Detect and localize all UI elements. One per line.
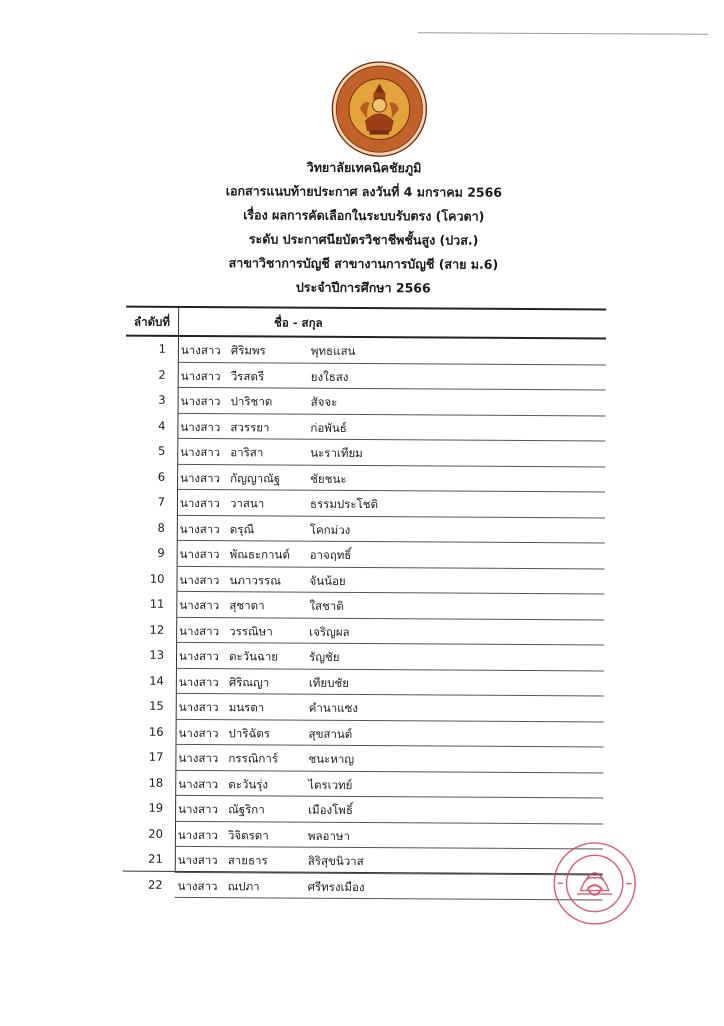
row-title: นางสาว (177, 878, 218, 893)
row-first-name: มนรดา (228, 700, 265, 715)
row-number: 16 (148, 724, 164, 739)
row-number: 1 (158, 341, 166, 356)
table-row (124, 643, 604, 671)
row-number: 22 (147, 877, 163, 892)
row-first-name: พัณธะกานต์ (229, 547, 290, 562)
table-row (124, 694, 604, 722)
row-number: 6 (157, 469, 166, 484)
row-title: นางสาว (178, 750, 219, 766)
row-number: 3 (158, 392, 166, 407)
row-last-name: รัญชัย (308, 649, 340, 664)
official-stamp-icon (550, 839, 639, 928)
row-first-name: สุชาดา (229, 598, 265, 613)
row-title: นางสาว (180, 342, 221, 358)
table-row (123, 745, 603, 773)
row-first-name: กัญญาณัฐ (230, 470, 281, 486)
row-number: 10 (149, 571, 165, 586)
row-last-name: ธรรมประโชติ (309, 496, 379, 512)
row-last-name: ใสชาติ (309, 598, 344, 613)
row-first-name: ตะวันฉาย (229, 649, 279, 664)
row-last-name: ยงใธสง (310, 369, 349, 384)
table-row (123, 821, 603, 849)
table-row (124, 566, 604, 594)
row-number: 18 (148, 775, 164, 790)
column-header-name: ชื่อ - สกุล (274, 315, 323, 330)
row-last-name: ไตรเวทย์ (308, 777, 353, 792)
row-number: 9 (157, 545, 165, 560)
table-row (125, 490, 605, 518)
table-row (125, 439, 605, 467)
row-first-name: กรรณิการ์ (228, 751, 279, 766)
row-first-name: วิจิตรดา (227, 827, 269, 842)
row-first-name: ดรุณี (229, 521, 255, 536)
row-title: นางสาว (178, 801, 219, 817)
row-last-name: เจริญผล (309, 624, 350, 639)
table-row (126, 362, 606, 390)
college-name: วิทยาลัยเทคนิคชัยภูมิ (306, 159, 422, 176)
row-first-name: ตะวันรุ่ง (228, 776, 269, 791)
row-number: 13 (149, 647, 165, 662)
row-last-name: เทียบชัย (308, 675, 350, 690)
row-title: นางสาว (180, 470, 221, 485)
college-emblem-icon (330, 60, 429, 159)
academic-year-line: ประจำปีการศึกษา 2566 (295, 279, 431, 296)
row-title: นางสาว (180, 368, 221, 383)
row-number: 19 (148, 800, 164, 815)
table-row (125, 413, 605, 441)
table-row (123, 796, 603, 824)
level-line: ระดับ ประกาศนียบัตรวิชาชีพชั้นสูง (ปวส.) (248, 231, 479, 248)
row-number: 5 (157, 443, 166, 458)
row-number: 15 (149, 698, 164, 713)
row-first-name: นภาวรรณ (229, 572, 281, 588)
row-number: 17 (148, 749, 164, 764)
row-last-name: นะราเทียม (310, 445, 363, 461)
row-title: นางสาว (180, 393, 221, 409)
row-number: 2 (158, 367, 166, 382)
row-first-name: วรรณิษา (229, 623, 273, 638)
document-heading (1, 154, 724, 302)
table-header (126, 309, 606, 338)
table-row (125, 541, 605, 569)
student-table (126, 306, 606, 894)
table-row (126, 337, 606, 365)
column-header-number: ลำดับที่ (134, 314, 170, 329)
table-row (123, 872, 603, 900)
row-first-name: สวรรยา (230, 419, 270, 434)
table-row (125, 464, 605, 492)
row-title: นางสาว (180, 444, 221, 460)
table-row (123, 770, 603, 798)
row-title: นางสาว (177, 827, 218, 842)
row-number: 12 (149, 622, 165, 637)
row-first-name: ณัฐริกา (228, 802, 265, 817)
row-first-name: ศิริณญา (228, 674, 270, 689)
row-title: นางสาว (179, 546, 220, 562)
row-title: นางสาว (179, 572, 220, 587)
row-last-name: พลอาษา (307, 828, 351, 843)
row-number: 11 (149, 596, 165, 611)
row-last-name: ชัยชนะ (310, 471, 347, 486)
row-number: 8 (157, 520, 165, 535)
row-first-name: ปาริฉัตร (228, 725, 271, 740)
table-row (124, 668, 604, 696)
row-first-name: วีรสตรี (230, 368, 265, 383)
row-title: นางสาว (179, 521, 220, 536)
row-last-name: อาจฤทธิ์ (309, 547, 352, 562)
row-last-name: พุทธแสน (310, 343, 356, 358)
row-title: นางสาว (179, 623, 220, 638)
row-last-name: คำนาแซง (308, 700, 359, 715)
row-number: 20 (148, 826, 164, 841)
row-title: นางสาว (178, 699, 219, 715)
row-first-name: อาริสา (230, 445, 264, 460)
row-title: นางสาว (180, 419, 221, 434)
row-title: นางสาว (178, 776, 219, 791)
row-last-name: เมืองโพธิ์ (308, 802, 353, 817)
announcement-line: เอกสารแนบท้ายประกาศ ลงวันที่ 4 มกราคม 2566 (225, 183, 503, 200)
row-first-name: ศิริมพร (230, 343, 266, 358)
row-last-name: ก่อพันธ์ (310, 420, 347, 435)
row-title: นางสาว (177, 852, 218, 868)
row-title: นางสาว (178, 674, 219, 689)
row-last-name: สุขสานต์ (308, 726, 353, 741)
row-first-name: สายธาร (227, 853, 268, 868)
subject-line: เรื่อง ผลการคัดเลือกในระบบรับตรง (โควตา) (243, 207, 485, 224)
program-line: สาขาวิชาการบัญชี สาขางานการบัญชี (สาย ม.6) (228, 255, 499, 272)
table-row (124, 719, 604, 747)
table-row (124, 592, 604, 620)
table-row (126, 388, 606, 416)
row-title: นางสาว (178, 725, 219, 740)
row-first-name: วาสนา (229, 496, 265, 511)
table-row (124, 617, 604, 645)
row-number: 4 (158, 418, 166, 433)
row-number: 21 (148, 851, 163, 866)
row-last-name: ศรีทรงเมือง (307, 879, 365, 894)
row-number: 14 (149, 673, 164, 688)
row-rule (175, 897, 603, 901)
row-last-name: ชนะหาญ (308, 751, 355, 766)
row-title: นางสาว (179, 597, 220, 613)
row-last-name: สิริสุขนิวาส (307, 853, 364, 869)
row-last-name: จันน้อย (309, 573, 346, 588)
table-row (125, 515, 605, 543)
row-last-name: โคกม่วง (309, 522, 351, 537)
row-last-name: สัจจะ (310, 394, 338, 409)
table-body (123, 337, 606, 901)
row-first-name: ปาริชาต (230, 394, 273, 409)
row-title: นางสาว (179, 495, 220, 511)
row-first-name: ณปภา (227, 878, 260, 893)
row-title: นางสาว (179, 648, 219, 664)
row-number: 7 (157, 494, 166, 509)
